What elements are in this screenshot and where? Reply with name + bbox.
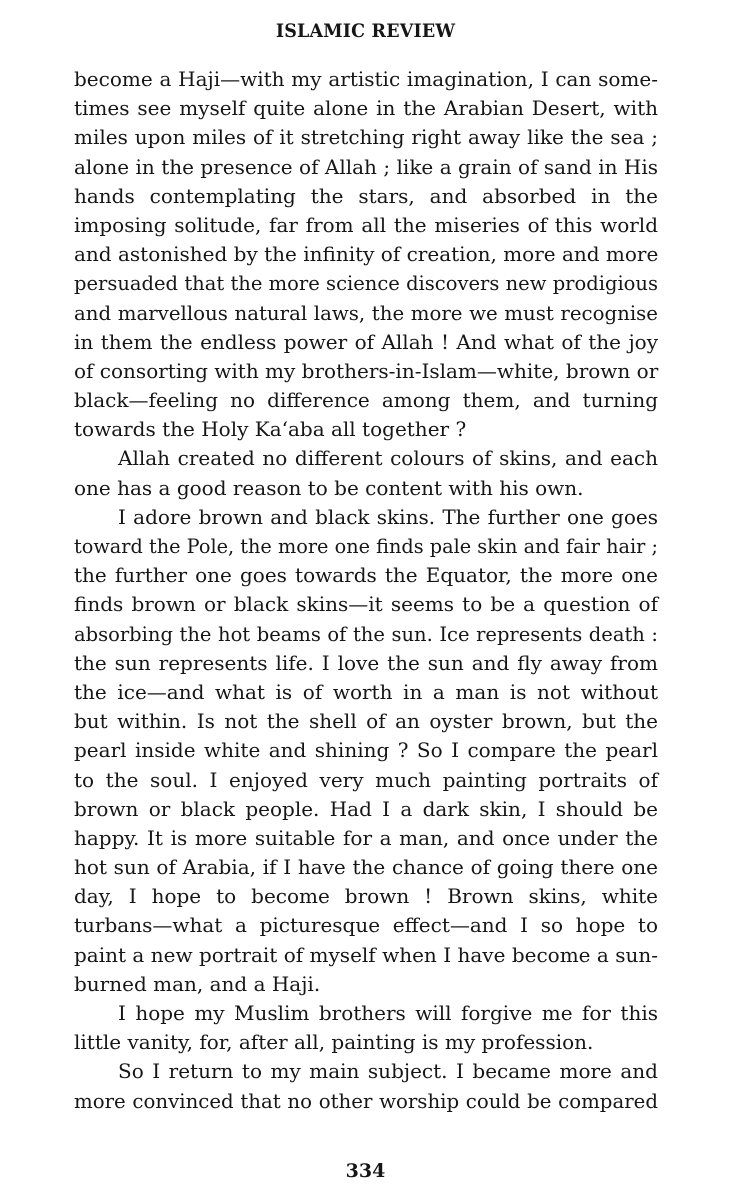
text-line: and marvellous natural laws, the more we must recognise [74, 301, 658, 325]
text-line: turbans—what a picturesque effect—and I so hope to [74, 913, 658, 938]
page-number: 334 [345, 1160, 386, 1182]
text-line: miles upon miles of it stretching right away like the sea ; [74, 125, 658, 150]
text-line: towards the Holy Ka‘aba all together ? [74, 417, 467, 442]
body-text [74, 65, 658, 1116]
text-line: I hope my Muslim brothers will forgive me for this [118, 1001, 658, 1025]
text-line: of consorting with my brothers-in-Islam—white, brown or [74, 358, 659, 383]
text-line: imposing solitude, far from all the miseries of this world [74, 212, 658, 237]
text-line: hands contemplating the stars, and absorbed in the [74, 183, 658, 208]
text-line: So I return to my main subject. I became more and [118, 1059, 658, 1084]
text-line: times see myself quite alone in the Arabian Desert, with [74, 96, 658, 121]
text-line: the sun represents life. I love the sun and fly away from [74, 650, 658, 675]
text-line: paint a new portrait of myself when I have become a sun- [74, 942, 658, 967]
text-line: I adore brown and black skins. The further one goes [118, 504, 658, 529]
text-line: persuaded that the more science discovers new prodigious [74, 272, 658, 296]
text-line: alone in the presence of Allah ; like a grain of sand in His [74, 154, 658, 179]
text-line: to the soul. I enjoyed very much painting portraits of [74, 767, 658, 792]
text-line: pearl inside white and shining ? So I compare the pearl [74, 738, 658, 763]
text-line: hot sun of Arabia, if I have the chance of going there one [74, 855, 658, 880]
text-line: toward the Pole, the more one finds pale skin and fair hair ; [74, 535, 658, 558]
text-line: more convinced that no other worship could be compared [74, 1089, 658, 1113]
text-line: brown or black people. Had I a dark skin, I should be [74, 796, 658, 821]
text-line: one has a good reason to be content with his own. [74, 475, 584, 500]
text-line: in them the endless power of Allah ! And what of the joy [74, 329, 658, 354]
text-line: finds brown or black skins—it seems to be a question of [74, 592, 658, 617]
text-line: become a Haji—with my artistic imagination, I can some- [74, 67, 658, 91]
text-line: absorbing the hot beams of the sun. Ice represents death : [74, 622, 658, 646]
text-line: the further one goes towards the Equator, the more one [74, 563, 658, 588]
text-line: black—feeling no difference among them, and turning [74, 388, 658, 413]
text-line: day, I hope to become brown ! Brown skins, white [74, 884, 658, 909]
text-line: Allah created no different colours of skins, and each [118, 446, 658, 471]
text-line: and astonished by the infinity of creation, more and more [74, 242, 659, 267]
text-line: little vanity, for, after all, painting is my profession. [74, 1030, 594, 1055]
text-line: burned man, and a Haji. [74, 971, 321, 996]
running-header: ISLAMIC REVIEW [275, 20, 456, 42]
text-line: happy. It is more suitable for a man, and once under the [74, 825, 658, 850]
text-line: but within. Is not the shell of an oyster brown, but the [74, 709, 658, 734]
text-line: the ice—and what is of worth in a man is not without [74, 679, 658, 704]
